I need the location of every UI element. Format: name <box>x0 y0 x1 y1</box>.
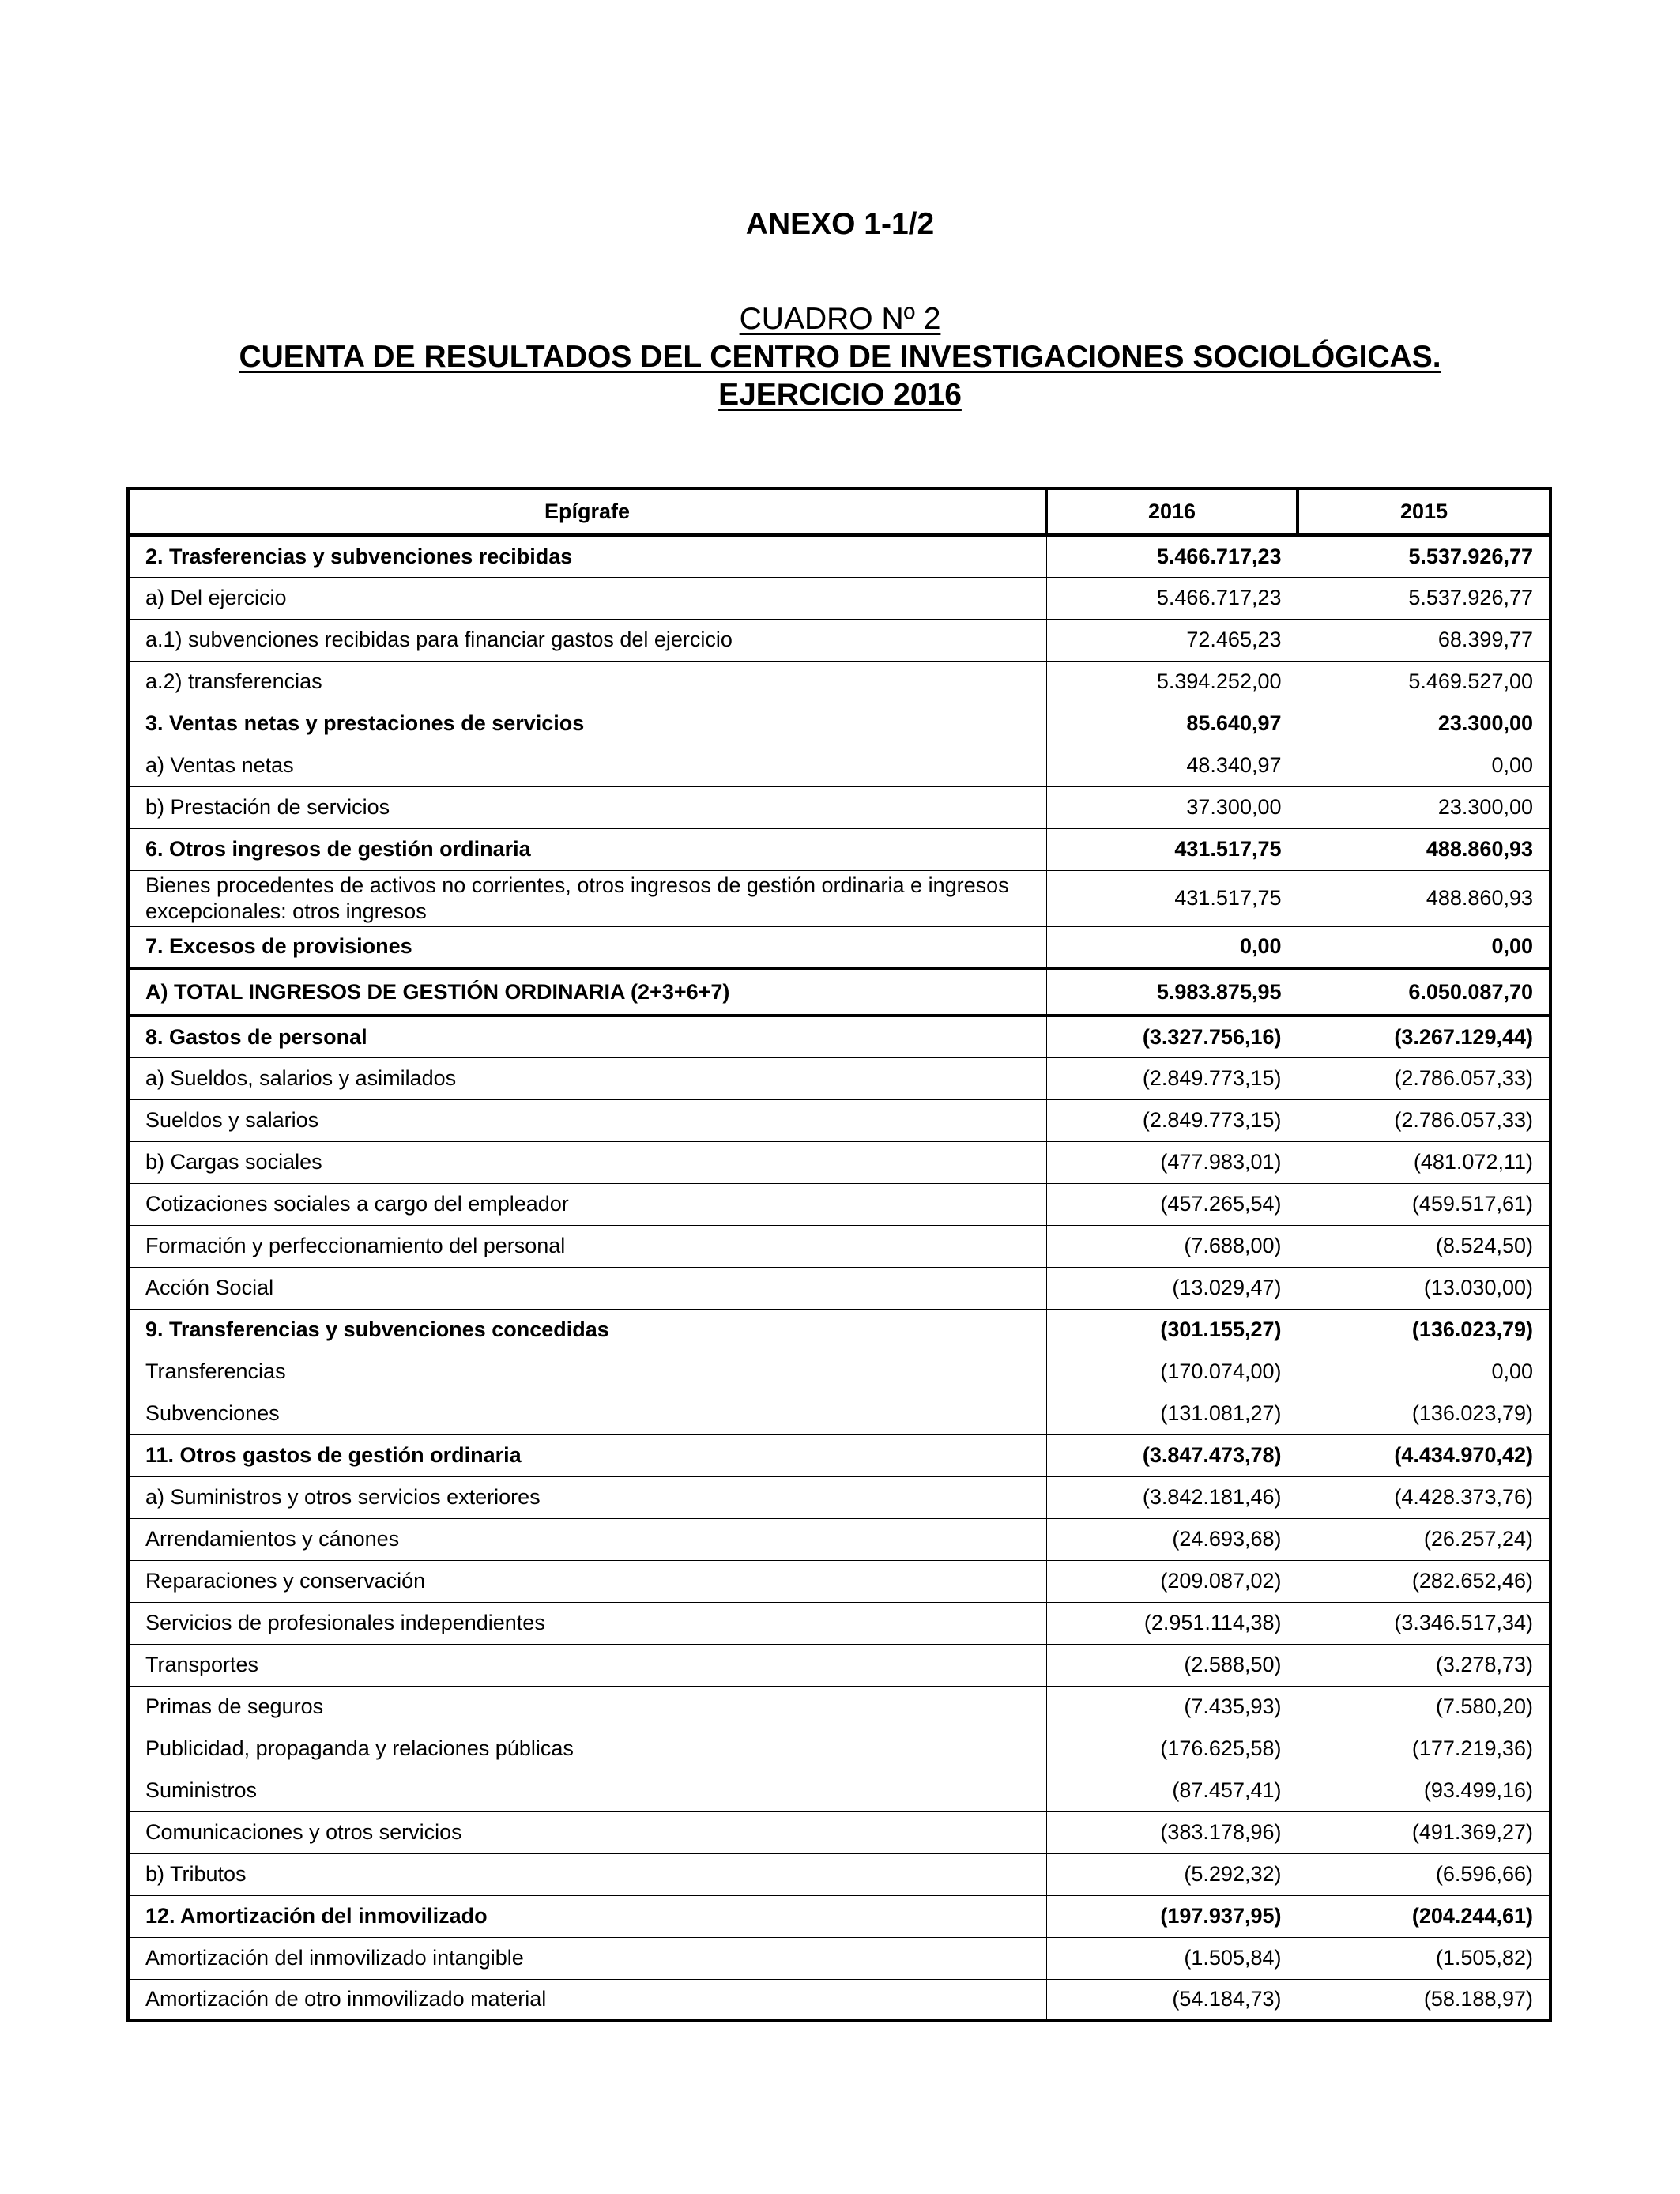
value-2016: 431.517,75 <box>1046 870 1298 926</box>
table-row <box>128 1811 1550 1853</box>
row-label: 7. Excesos de provisiones <box>128 926 1046 968</box>
annex-heading: ANEXO 1-1/2 <box>745 207 935 241</box>
table-row <box>128 870 1550 926</box>
value-2015: 23.300,00 <box>1298 703 1550 745</box>
table-row <box>128 1476 1550 1518</box>
value-2016: (3.327.756,16) <box>1046 1016 1298 1057</box>
value-2015: 0,00 <box>1298 926 1550 968</box>
value-2016: 48.340,97 <box>1046 745 1298 786</box>
row-label: Bienes procedentes de activos no corrientes, otros ingresos de gestión ordinaria e ingresos excepcionales: otros ingresos <box>128 870 1046 926</box>
table-row <box>128 1141 1550 1183</box>
value-2015: (93.499,16) <box>1298 1770 1550 1811</box>
row-label: Servicios de profesionales independientes <box>128 1602 1046 1644</box>
table-number-title: CUADRO Nº 2 <box>739 302 941 336</box>
value-2015: (204.244,61) <box>1298 1895 1550 1937</box>
value-2015: (2.786.057,33) <box>1298 1099 1550 1141</box>
row-label: Comunicaciones y otros servicios <box>128 1811 1046 1853</box>
row-label: a) Del ejercicio <box>128 577 1046 619</box>
value-2015: (459.517,61) <box>1298 1183 1550 1225</box>
table-row <box>128 1518 1550 1560</box>
value-2015: (4.434.970,42) <box>1298 1434 1550 1476</box>
table-row <box>128 1225 1550 1267</box>
row-label: A) TOTAL INGRESOS DE GESTIÓN ORDINARIA (2+3+6+7) <box>128 968 1046 1016</box>
value-2016: 72.465,23 <box>1046 619 1298 661</box>
table-row <box>128 1853 1550 1895</box>
row-label: Sueldos y salarios <box>128 1099 1046 1141</box>
value-2016: (3.847.473,78) <box>1046 1434 1298 1476</box>
value-2016: (2.951.114,38) <box>1046 1602 1298 1644</box>
table-row <box>128 1979 1550 2021</box>
table-row <box>128 828 1550 870</box>
value-2016: (13.029,47) <box>1046 1267 1298 1309</box>
table-row <box>128 1937 1550 1979</box>
value-2015: (3.267.129,44) <box>1298 1016 1550 1057</box>
header-2016: 2016 <box>1046 488 1298 535</box>
table-row <box>128 577 1550 619</box>
value-2015: (58.188,97) <box>1298 1979 1550 2021</box>
statement-title: CUENTA DE RESULTADOS DEL CENTRO DE INVESTIGACIONES SOCIOLÓGICAS. <box>239 340 1441 374</box>
table-row <box>128 786 1550 828</box>
table-row <box>128 1728 1550 1770</box>
table-row <box>128 1309 1550 1351</box>
table-row <box>128 1393 1550 1434</box>
row-label: a) Suministros y otros servicios exteriores <box>128 1476 1046 1518</box>
table-row <box>128 1602 1550 1644</box>
value-2016: (197.937,95) <box>1046 1895 1298 1937</box>
value-2015: (136.023,79) <box>1298 1393 1550 1434</box>
value-2015: 488.860,93 <box>1298 828 1550 870</box>
row-label: 9. Transferencias y subvenciones concedidas <box>128 1309 1046 1351</box>
row-label: Publicidad, propaganda y relaciones públicas <box>128 1728 1046 1770</box>
row-label: 6. Otros ingresos de gestión ordinaria <box>128 828 1046 870</box>
value-2015: (6.596,66) <box>1298 1853 1550 1895</box>
value-2015: (13.030,00) <box>1298 1267 1550 1309</box>
value-2015: 5.537.926,77 <box>1298 577 1550 619</box>
value-2015: 68.399,77 <box>1298 619 1550 661</box>
value-2016: (54.184,73) <box>1046 1979 1298 2021</box>
value-2015: (26.257,24) <box>1298 1518 1550 1560</box>
table-row <box>128 1183 1550 1225</box>
value-2015: 5.469.527,00 <box>1298 661 1550 703</box>
table-row <box>128 1267 1550 1309</box>
value-2016: (5.292,32) <box>1046 1853 1298 1895</box>
value-2016: (1.505,84) <box>1046 1937 1298 1979</box>
value-2015: (3.278,73) <box>1298 1644 1550 1686</box>
document-title <box>0 300 1680 414</box>
row-label: b) Tributos <box>128 1853 1046 1895</box>
row-label: 11. Otros gastos de gestión ordinaria <box>128 1434 1046 1476</box>
value-2015: (1.505,82) <box>1298 1937 1550 1979</box>
value-2016: (3.842.181,46) <box>1046 1476 1298 1518</box>
row-label: Formación y perfeccionamiento del personal <box>128 1225 1046 1267</box>
row-label: Amortización de otro inmovilizado material <box>128 1979 1046 2021</box>
table-row <box>128 968 1550 1016</box>
table-row <box>128 1351 1550 1393</box>
header-2015: 2015 <box>1298 488 1550 535</box>
value-2016: (7.435,93) <box>1046 1686 1298 1728</box>
value-2016: (2.849.773,15) <box>1046 1099 1298 1141</box>
table-header-row <box>128 488 1550 535</box>
row-label: b) Cargas sociales <box>128 1141 1046 1183</box>
value-2015: 0,00 <box>1298 1351 1550 1393</box>
table-row <box>128 1686 1550 1728</box>
value-2016: (301.155,27) <box>1046 1309 1298 1351</box>
value-2015: (136.023,79) <box>1298 1309 1550 1351</box>
value-2016: (24.693,68) <box>1046 1518 1298 1560</box>
value-2016: 431.517,75 <box>1046 828 1298 870</box>
value-2015: 6.050.087,70 <box>1298 968 1550 1016</box>
table-row <box>128 1099 1550 1141</box>
row-label: Transferencias <box>128 1351 1046 1393</box>
table-row <box>128 703 1550 745</box>
value-2016: 5.983.875,95 <box>1046 968 1298 1016</box>
header-epigraph: Epígrafe <box>128 488 1046 535</box>
table-row <box>128 1644 1550 1686</box>
value-2015: 0,00 <box>1298 745 1550 786</box>
row-label: 8. Gastos de personal <box>128 1016 1046 1057</box>
value-2016: 85.640,97 <box>1046 703 1298 745</box>
table-row <box>128 1057 1550 1099</box>
value-2016: 0,00 <box>1046 926 1298 968</box>
value-2016: (176.625,58) <box>1046 1728 1298 1770</box>
row-label: 2. Trasferencias y subvenciones recibidas <box>128 535 1046 577</box>
value-2016: (209.087,02) <box>1046 1560 1298 1602</box>
value-2015: (3.346.517,34) <box>1298 1602 1550 1644</box>
value-2016: (2.849.773,15) <box>1046 1057 1298 1099</box>
value-2015: 5.537.926,77 <box>1298 535 1550 577</box>
value-2015: (8.524,50) <box>1298 1225 1550 1267</box>
row-label: Suministros <box>128 1770 1046 1811</box>
value-2016: 5.466.717,23 <box>1046 535 1298 577</box>
row-label: Acción Social <box>128 1267 1046 1309</box>
value-2016: 37.300,00 <box>1046 786 1298 828</box>
value-2016: (457.265,54) <box>1046 1183 1298 1225</box>
value-2015: (481.072,11) <box>1298 1141 1550 1183</box>
value-2016: (2.588,50) <box>1046 1644 1298 1686</box>
row-label: 12. Amortización del inmovilizado <box>128 1895 1046 1937</box>
row-label: 3. Ventas netas y prestaciones de servicios <box>128 703 1046 745</box>
table-row <box>128 619 1550 661</box>
row-label: a.1) subvenciones recibidas para financiar gastos del ejercicio <box>128 619 1046 661</box>
value-2016: 5.466.717,23 <box>1046 577 1298 619</box>
row-label: a) Sueldos, salarios y asimilados <box>128 1057 1046 1099</box>
value-2016: (87.457,41) <box>1046 1770 1298 1811</box>
table-row <box>128 926 1550 968</box>
table-row <box>128 745 1550 786</box>
value-2016: (131.081,27) <box>1046 1393 1298 1434</box>
row-label: a) Ventas netas <box>128 745 1046 786</box>
table-row <box>128 1560 1550 1602</box>
value-2015: (2.786.057,33) <box>1298 1057 1550 1099</box>
value-2016: (477.983,01) <box>1046 1141 1298 1183</box>
value-2016: (170.074,00) <box>1046 1351 1298 1393</box>
table-row <box>128 1770 1550 1811</box>
row-label: Primas de seguros <box>128 1686 1046 1728</box>
table-row <box>128 1895 1550 1937</box>
income-statement-table <box>126 487 1552 2022</box>
value-2016: (7.688,00) <box>1046 1225 1298 1267</box>
row-label: a.2) transferencias <box>128 661 1046 703</box>
table-row <box>128 1016 1550 1057</box>
fiscal-year-title: EJERCICIO 2016 <box>718 378 962 412</box>
row-label: Reparaciones y conservación <box>128 1560 1046 1602</box>
value-2015: 23.300,00 <box>1298 786 1550 828</box>
row-label: b) Prestación de servicios <box>128 786 1046 828</box>
row-label: Arrendamientos y cánones <box>128 1518 1046 1560</box>
value-2015: 488.860,93 <box>1298 870 1550 926</box>
row-label: Transportes <box>128 1644 1046 1686</box>
row-label: Subvenciones <box>128 1393 1046 1434</box>
value-2015: (4.428.373,76) <box>1298 1476 1550 1518</box>
value-2015: (282.652,46) <box>1298 1560 1550 1602</box>
table-row <box>128 661 1550 703</box>
row-label: Amortización del inmovilizado intangible <box>128 1937 1046 1979</box>
value-2015: (7.580,20) <box>1298 1686 1550 1728</box>
table-row <box>128 1434 1550 1476</box>
value-2016: 5.394.252,00 <box>1046 661 1298 703</box>
value-2016: (383.178,96) <box>1046 1811 1298 1853</box>
table-body <box>128 535 1550 2021</box>
value-2015: (177.219,36) <box>1298 1728 1550 1770</box>
table-row <box>128 535 1550 577</box>
value-2015: (491.369,27) <box>1298 1811 1550 1853</box>
row-label: Cotizaciones sociales a cargo del empleador <box>128 1183 1046 1225</box>
